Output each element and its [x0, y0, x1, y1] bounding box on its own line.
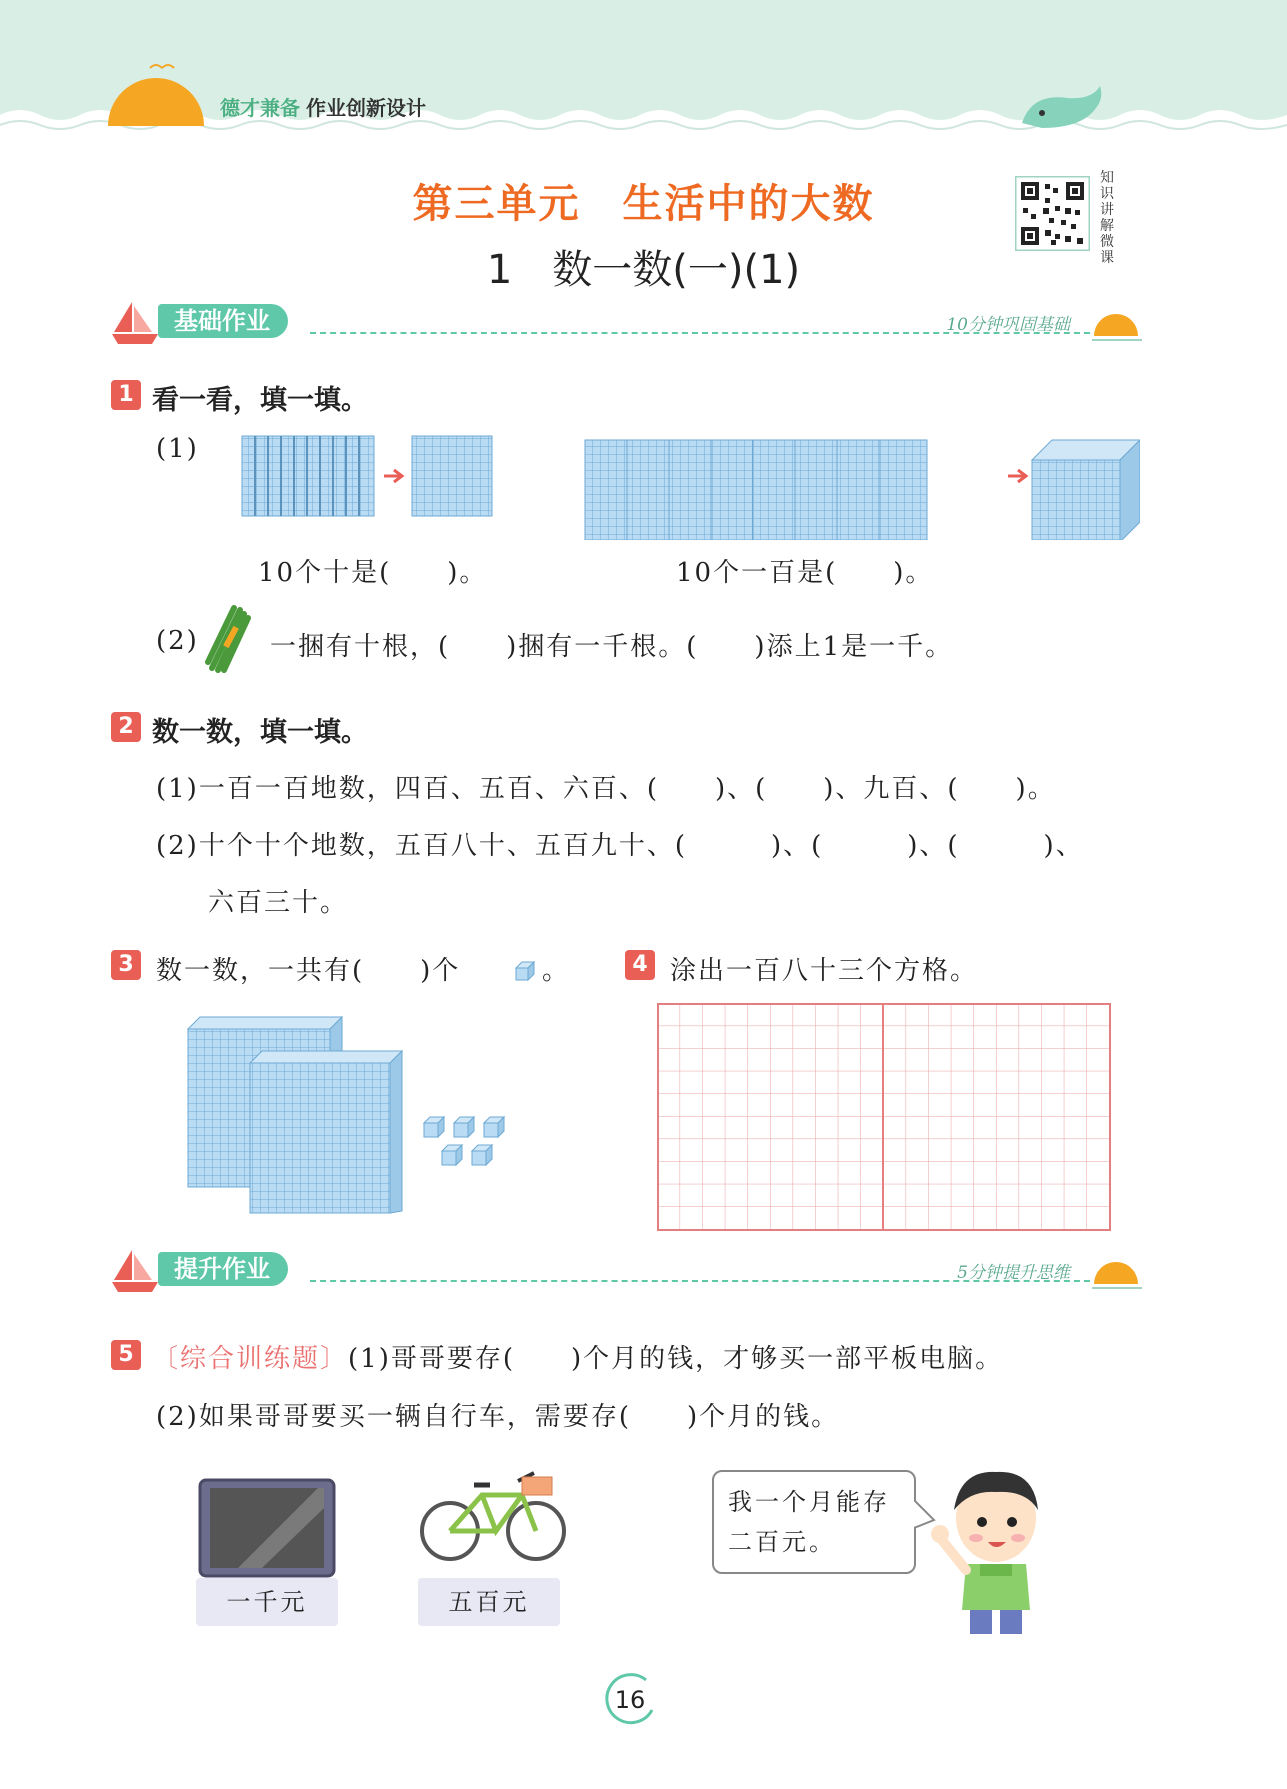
hundred-flat-front-icon — [250, 1051, 402, 1213]
bicycle-icon — [418, 1455, 568, 1565]
ten-rods-icon — [242, 436, 374, 516]
q1-blocks-illustration — [240, 430, 1140, 540]
question-4-number: 4 — [625, 950, 655, 980]
question-3-number: 3 — [111, 950, 141, 980]
q3-cubes-illustration — [180, 1015, 520, 1215]
q2-line-2: (2)十个十个地数，五百八十、五百九十、( )、( )、( )、 — [156, 831, 1084, 861]
q1-caption-left: 10个十是( )。 — [258, 558, 488, 588]
section-advanced-label: 提升作业 — [158, 1252, 288, 1286]
q5-tag: 〔综合训练题〕 — [152, 1344, 349, 1374]
q2-line-2-cont: 六百三十。 — [208, 888, 349, 918]
lesson-title: 1 数一数(一)(1) — [486, 247, 801, 293]
question-1-title: 看一看，填一填。 — [152, 385, 368, 416]
thousand-cube-icon — [1032, 440, 1140, 540]
brand — [220, 92, 426, 121]
page-number: 16 — [614, 1686, 646, 1714]
q5-line-1 — [152, 1338, 1003, 1375]
q5-line-2: (2)如果哥哥要买一辆自行车，需要存( )个月的钱。 — [156, 1402, 840, 1432]
sailboat-icon — [110, 300, 160, 346]
q1-caption-right: 10个一百是( )。 — [676, 558, 934, 588]
q1-part2-text: 一捆有十根，( )捆有一千根。( )添上1是一千。 — [270, 632, 954, 662]
section-advanced — [110, 1248, 1150, 1298]
tablet-price-label: 一千元 — [196, 1578, 338, 1626]
arrow-icon — [1008, 470, 1026, 482]
question-5-number: 5 — [111, 1340, 141, 1370]
qr-label: 知识讲解微课 — [1100, 170, 1114, 266]
section-advanced-note: 5分钟提升思维 — [957, 1263, 1070, 1283]
brand-series: 作业创新设计 — [306, 96, 426, 120]
small-cube-icon — [514, 960, 536, 982]
section-basic — [110, 300, 1150, 350]
qr-code-icon[interactable] — [1015, 176, 1090, 251]
hundred-flat-icon — [412, 436, 492, 516]
q5-line-1-text: (1)哥哥要存( )个月的钱，才够买一部平板电脑。 — [348, 1344, 1004, 1374]
q4-text: 涂出一百八十三个方格。 — [670, 956, 979, 986]
unit-title: 第三单元 生活中的大数 — [412, 181, 875, 227]
question-2-title: 数一数，填一填。 — [152, 717, 368, 748]
arrow-icon — [384, 470, 402, 482]
q4-coloring-grid[interactable] — [657, 1003, 1111, 1233]
question-2-number: 2 — [111, 712, 141, 742]
section-basic-label: 基础作业 — [158, 304, 288, 338]
bike-price-label: 五百元 — [418, 1578, 560, 1626]
q2-line-1: (1)一百一百地数，四百、五百、六百、( )、( )、九百、( )。 — [156, 774, 1056, 804]
q1-part1-label: (1) — [156, 434, 199, 464]
sun-logo-icon — [100, 58, 210, 128]
speech-bubble: 我一个月能存二百元。 — [712, 1470, 916, 1574]
whale-icon — [1012, 78, 1112, 133]
sailboat-icon — [110, 1248, 160, 1294]
ten-flats-icon — [585, 440, 927, 540]
q3-end: 。 — [542, 956, 571, 986]
brand-name: 德才兼备 — [220, 96, 300, 120]
q1-part2-label: (2) — [156, 626, 199, 656]
unit-cubes-icon — [424, 1117, 504, 1165]
section-basic-note: 10分钟巩固基础 — [946, 315, 1070, 335]
q3-text: 数一数，一共有( )个 — [156, 956, 461, 986]
sun-icon — [1090, 1256, 1146, 1292]
stick-bundle-icon — [202, 604, 256, 674]
sun-icon — [1090, 308, 1146, 344]
question-1-number: 1 — [111, 380, 141, 410]
boy-character-icon — [930, 1460, 1060, 1640]
tablet-icon — [198, 1478, 338, 1580]
